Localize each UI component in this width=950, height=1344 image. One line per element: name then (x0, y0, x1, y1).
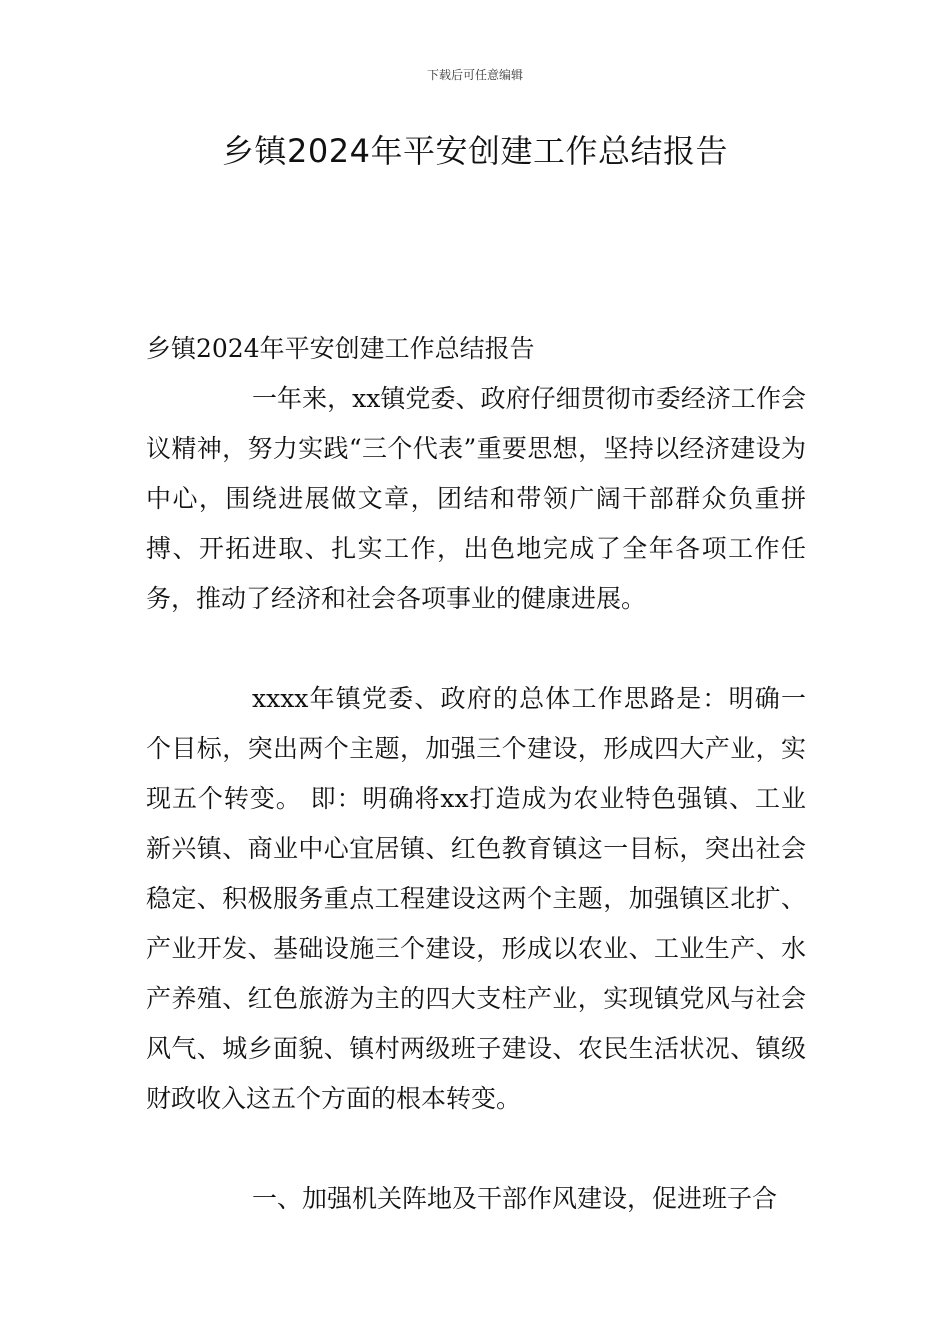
document-subtitle: 乡镇2024年平安创建工作总结报告 (146, 334, 535, 363)
document-body (146, 324, 806, 1224)
paragraph-work-approach: xxxx年镇党委、政府的总体工作思路是：明确一个目标，突出两个主题，加强三个建设，形成四大产业，实现五个转变。 即：明确将xx打造成为农业特色强镇、工业新兴镇、商业中心宜居镇、红色教育镇这一目标，突出社会稳定、积极服务重点工程建设这两个主题，加强镇区北扩、产业开发、基础设施三个建设，形成以农业、工业生产、水产养殖、红色旅游为主的四大支柱产业，实现镇党风与社会风气、城乡面貌、镇村两级班子建设、农民生活状况、镇级财政收入这五个方面的根本转变。 (146, 684, 806, 1113)
document-title: 乡镇2024年平安创建工作总结报告 (222, 132, 728, 170)
paragraph-intro: 一年来，xx镇党委、政府仔细贯彻市委经济工作会议精神，努力实践“三个代表”重要思想，坚持以经济建设为中心，围绕进展做文章，团结和带领广阔干部群众负重拼搏、开拓进取、扎实工作，出色地完成了全年各项工作任务，推动了经济和社会各项事业的健康进展。 (146, 384, 806, 613)
section-heading-one: 一、加强机关阵地及干部作风建设，促进班子合 (252, 1184, 778, 1213)
page-header-note: 下载后可任意编辑 (426, 68, 523, 82)
